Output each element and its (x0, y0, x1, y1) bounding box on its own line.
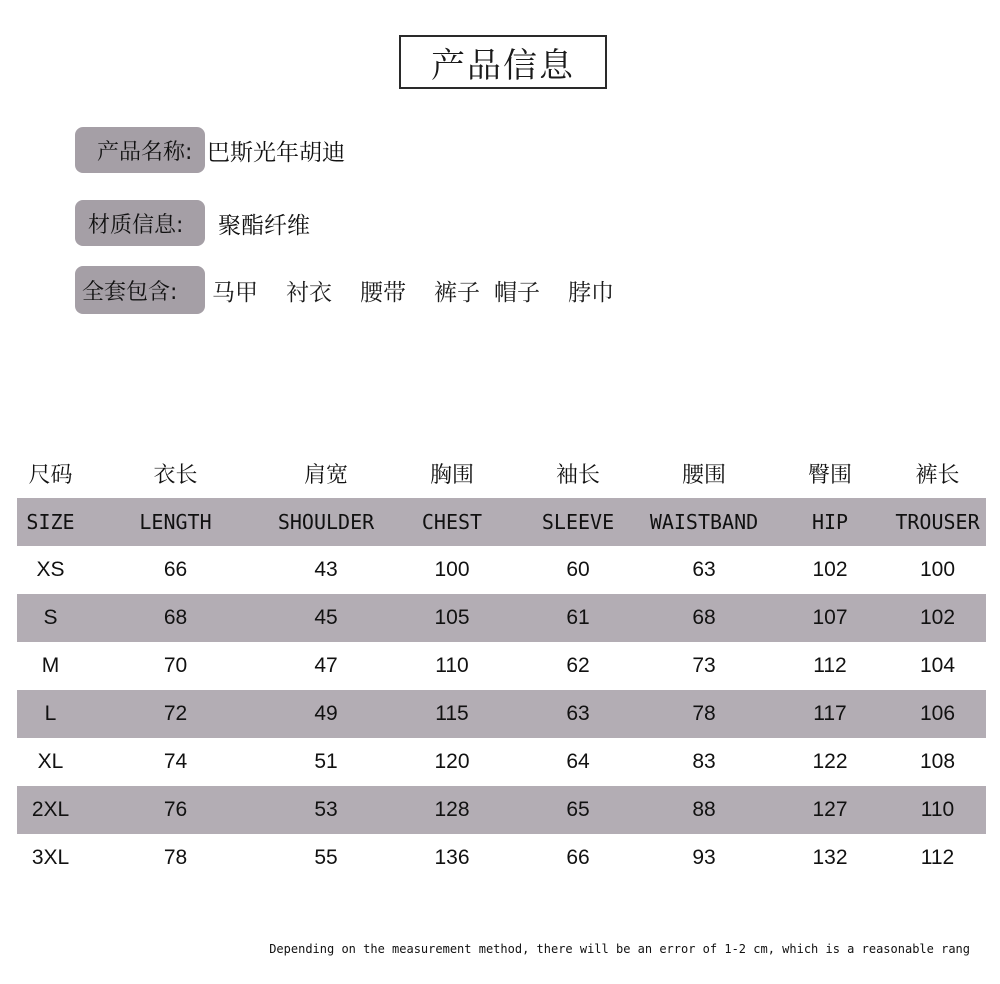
header-cell: 臀围 (807, 462, 852, 488)
table-cell: 115 (385, 690, 519, 738)
table-cell: 83 (692, 750, 716, 773)
table-cell: 72 (84, 690, 267, 738)
table-row (17, 690, 986, 738)
table-cell: 45 (267, 594, 385, 642)
product-name-label: 产品名称: (75, 127, 205, 173)
table-cell: 47 (314, 654, 338, 677)
set-item: 马甲 (212, 279, 258, 306)
table-cell: XL (37, 750, 64, 773)
table-cell: L (17, 690, 84, 738)
header-cell: 袖长 (555, 462, 600, 488)
table-cell: 104 (919, 654, 956, 677)
header-cell: LENGTH (84, 498, 267, 546)
table-cell: 102 (812, 558, 848, 581)
header-cell: SLEEVE (519, 498, 637, 546)
table-cell: 78 (163, 846, 188, 869)
table-header-en (17, 498, 986, 546)
set-item: 帽子 (494, 279, 540, 306)
table-cell: 117 (771, 690, 889, 738)
set-item: 衬衣 (286, 279, 332, 306)
table-cell: 66 (163, 558, 188, 581)
material-label: 材质信息: (75, 200, 205, 246)
table-cell: 112 (920, 846, 955, 869)
table-cell: 100 (434, 558, 470, 581)
set-contents-list (212, 274, 642, 307)
table-cell: 68 (637, 594, 771, 642)
table-cell: 88 (637, 786, 771, 834)
material-row (75, 200, 310, 246)
measurement-note: Depending on the measurement method, there will be an error of 1-2 cm, which is a reasonable rang (269, 942, 970, 956)
table-cell: 105 (385, 594, 519, 642)
product-name-value: 巴斯光年胡迪 (207, 139, 345, 166)
set-item: 裤子 (434, 279, 480, 306)
table-row (17, 642, 986, 690)
table-cell: 132 (812, 846, 848, 869)
table-cell: 108 (919, 750, 956, 773)
table-cell: 2XL (17, 786, 84, 834)
table-cell: 63 (519, 690, 637, 738)
header-cell: 胸围 (429, 462, 474, 488)
table-cell: 120 (434, 750, 470, 773)
header-cell: SHOULDER (267, 498, 385, 546)
table-cell: M (41, 654, 60, 677)
header-cell: WAISTBAND (637, 498, 771, 546)
table-cell: 64 (566, 750, 590, 773)
table-cell: S (17, 594, 84, 642)
set-item: 腰带 (360, 279, 406, 306)
header-cell: SIZE (17, 498, 84, 546)
table-cell: 61 (519, 594, 637, 642)
table-row (17, 594, 986, 642)
header-cell: HIP (771, 498, 889, 546)
table-cell: 51 (314, 750, 338, 773)
header-cell: TROUSER (889, 498, 986, 546)
product-name-row (75, 127, 345, 173)
table-cell: 112 (813, 654, 847, 677)
set-contents-row (75, 267, 642, 313)
table-cell: 76 (84, 786, 267, 834)
table-cell: 93 (692, 846, 716, 869)
header-cell: 肩宽 (303, 462, 348, 488)
table-cell: 3XL (31, 846, 70, 869)
table-cell: 122 (812, 750, 848, 773)
set-contents-label: 全套包含: (75, 266, 205, 314)
table-row (17, 786, 986, 834)
table-cell: 53 (267, 786, 385, 834)
size-chart-table (17, 448, 986, 882)
table-cell: 49 (267, 690, 385, 738)
table-cell: 136 (434, 846, 470, 869)
table-cell: 65 (519, 786, 637, 834)
table-cell: 102 (889, 594, 986, 642)
table-cell: 110 (435, 654, 469, 677)
header-cell: 尺码 (28, 462, 73, 488)
table-cell: 110 (889, 786, 986, 834)
table-row (17, 546, 986, 594)
header-cell: 衣长 (153, 462, 198, 488)
table-cell: 70 (163, 654, 188, 677)
table-header-zh (17, 448, 986, 498)
table-cell: 127 (771, 786, 889, 834)
table-cell: 78 (637, 690, 771, 738)
table-cell: 128 (385, 786, 519, 834)
table-cell: 43 (314, 558, 338, 581)
header-cell: 裤长 (915, 462, 960, 488)
table-cell: 107 (771, 594, 889, 642)
table-cell: 100 (919, 558, 956, 581)
table-row (17, 738, 986, 786)
table-cell: 73 (692, 654, 716, 677)
table-cell: 66 (566, 846, 590, 869)
material-value: 聚酯纤维 (218, 212, 310, 239)
table-cell: 63 (692, 558, 716, 581)
table-cell: XS (36, 558, 65, 581)
table-cell: 74 (163, 750, 188, 773)
header-cell: 腰围 (681, 462, 726, 488)
table-cell: 106 (889, 690, 986, 738)
header-cell: CHEST (385, 498, 519, 546)
set-item: 脖巾 (568, 279, 614, 306)
table-cell: 62 (566, 654, 590, 677)
table-cell: 55 (314, 846, 338, 869)
table-cell: 68 (84, 594, 267, 642)
table-cell: 60 (566, 558, 590, 581)
page-title: 产品信息 (399, 35, 607, 89)
table-row (17, 834, 986, 882)
